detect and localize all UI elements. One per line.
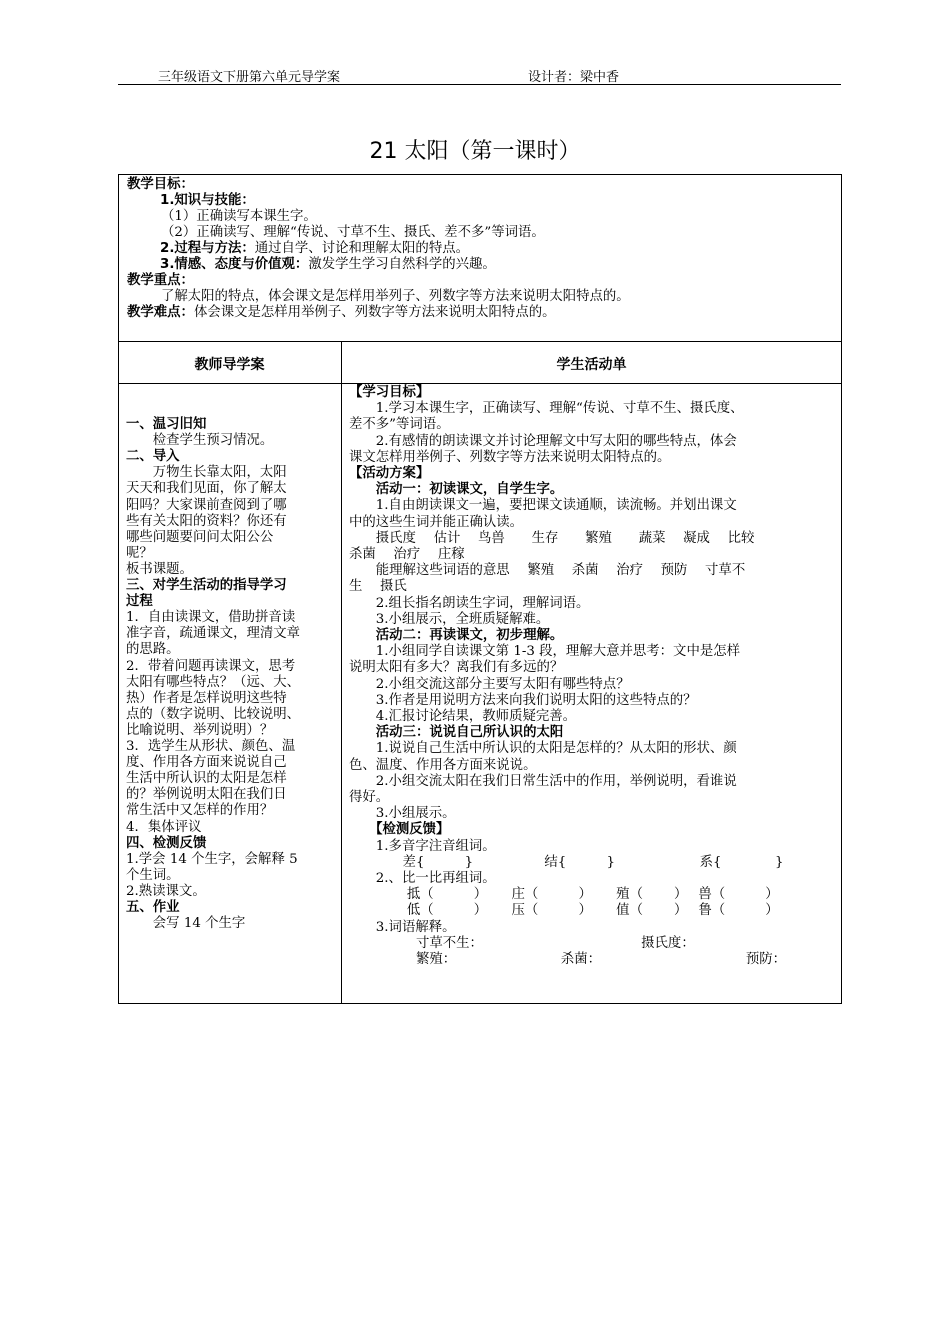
student-line: 中的这些生词并能正确认读。 [349, 514, 524, 530]
teacher-line: 的思路。 [126, 642, 180, 658]
student-line: 寸草不生： 摄氏度： [349, 935, 695, 951]
student-line: 1.小组同学自读课文第 1-3 段，理解大意并思考：文中是怎样 [349, 644, 741, 660]
process-label: 2.过程与方法： [160, 241, 255, 256]
teacher-line: 哪些问题要问问太阳公公 [126, 529, 274, 545]
teacher-line: 些有关太阳的资料？你还有 [126, 513, 287, 529]
student-line: 1.学习本课生字，正确读写、理解“传说、寸草不生、摄氏度、 [349, 401, 744, 417]
emotion-row [160, 257, 496, 273]
teacher-line: 一、温习旧知 [126, 417, 207, 432]
column-divider [341, 341, 342, 1004]
difficulty-text: 体会课文是怎样用举例子、列数字等方法来说明太阳特点的。 [193, 305, 556, 320]
student-line: 【检测反馈】 [349, 822, 450, 838]
student-line: 差不多”等词语。 [349, 417, 450, 433]
teacher-column-header: 教师导学案 [194, 357, 265, 373]
objectives-heading: 教学目标： [127, 177, 194, 192]
student-line: 抵（ ） 庄（ ） 殖（ ） 兽（ ） [349, 887, 779, 903]
knowledge-item-1: （1）正确读写本课生字。 [161, 209, 317, 224]
knowledge-label: 1.知识与技能： [160, 193, 255, 208]
difficulty-row [127, 305, 556, 321]
student-line: 差{ } 结{ } 系{ } [349, 854, 784, 870]
knowledge-item-2: （2）正确读写、理解“传说、寸草不生、摄氏、差不多”等词语。 [161, 225, 545, 240]
student-line: 【活动方案】 [349, 466, 430, 481]
process-text: 通过自学、讨论和理解太阳的特点。 [254, 241, 469, 256]
teacher-line: 点的（数字说明、比较说明、 [126, 706, 301, 722]
student-line: 3.词语解释。 [349, 919, 456, 935]
teacher-line: 2．带着问题再读课文，思考 [126, 658, 296, 674]
teacher-line: 阳吗？大家课前查阅到了哪 [126, 497, 287, 513]
teacher-line: 1．自由读课文，借助拼音读 [126, 610, 296, 626]
student-line: 1.多音字注音组词。 [349, 838, 496, 854]
student-line: 能理解这些词语的意思 繁殖 杀菌 治疗 预防 寸草不 [349, 563, 746, 579]
header-rule [118, 84, 841, 85]
teacher-line: 三、对学生活动的指导学习 [126, 578, 287, 593]
teacher-line: 3．选学生从形状、颜色、温 [126, 739, 296, 754]
teacher-line: 度、作用各方面来说说自己 [126, 755, 287, 771]
student-line: 2.小组交流这部分主要写太阳有哪些特点？ [349, 676, 630, 692]
teacher-line: 的？举例说明太阳在我们日 [126, 787, 287, 803]
teacher-line: 板书课题。 [126, 561, 193, 577]
student-line: 繁殖： 杀菌： 预防： [349, 952, 787, 967]
student-line: 杀菌 治疗 庄稼 [349, 547, 465, 562]
teacher-line: 生活中所认识的太阳是怎样 [126, 771, 287, 787]
teacher-line: 太阳有哪些特点？（远、大、 [126, 674, 301, 690]
teacher-line: 呢？ [126, 545, 153, 561]
teacher-line: 个生词。 [126, 867, 180, 883]
key-points-text: 了解太阳的特点，体会课文是怎样用举列子、列数字等方法来说明太阳特点的。 [161, 289, 630, 304]
teacher-line: 常生活中又怎样的作用？ [126, 803, 274, 819]
key-points-label: 教学重点： [127, 273, 194, 288]
student-line: 2.、比一比再组词。 [349, 871, 496, 886]
teacher-line: 1.学会 14 个生字，会解释 5 [126, 851, 298, 867]
student-line: 低（ ） 压（ ） 值（ ） 鲁（ ） [349, 903, 779, 919]
header-right: 设计者：梁中香 [528, 70, 620, 85]
teacher-line: 万物生长靠太阳，太阳 [126, 465, 287, 481]
teacher-line: 2.熟读课文。 [126, 883, 206, 899]
teacher-line: 检查学生预习情况。 [126, 433, 274, 449]
process-row [160, 241, 469, 257]
student-line: 说明太阳有多大？离我们有多远的？ [349, 660, 564, 676]
emotion-text: 激发学生学习自然科学的兴趣。 [308, 257, 496, 272]
teacher-line: 准字音，疏通课文，理清文章 [126, 626, 301, 642]
student-line: 3.小组展示，全班质疑解难。 [349, 611, 550, 627]
student-line: 活动三：说说自己所认识的太阳 [349, 725, 564, 741]
student-line: 活动一：初读课文，自学生字。 [349, 482, 564, 498]
teacher-line: 四、检测反馈 [126, 835, 207, 851]
emotion-label: 3.情感、态度与价值观： [160, 257, 309, 272]
student-line: 2.有感情的朗读课文并讨论理解文中写太阳的哪些特点，体会 [349, 433, 737, 449]
student-line: 1.说说自己生活中所认识的太阳是怎样的？从太阳的形状、颜 [349, 741, 737, 757]
teacher-line: 过程 [126, 594, 153, 610]
table-divider-2 [118, 383, 842, 384]
student-line: 3.作者是用说明方法来向我们说明太阳的这些特点的？ [349, 692, 697, 708]
teacher-line: 五、作业 [126, 900, 180, 915]
student-line: 生 摄氏 [349, 579, 407, 595]
student-line: 摄氏度 估计 鸟兽 生存 繁殖 蔬菜 凝成 比较 [349, 530, 755, 546]
teacher-line: 会写 14 个生字 [126, 916, 246, 932]
student-line: 活动二：再读课文，初步理解。 [349, 628, 564, 643]
page-title: 21 太阳（第一课时） [369, 139, 581, 164]
teacher-line: 比喻说明、举列说明）？ [126, 722, 274, 738]
teacher-line: 二、导入 [126, 449, 180, 465]
student-line: 3.小组展示。 [349, 806, 456, 822]
student-line: 色、温度、作用各方面来说说。 [349, 757, 537, 773]
student-line: 2.组长指名朗读生字词，理解词语。 [349, 595, 590, 611]
student-column-header: 学生活动单 [556, 357, 627, 373]
header-left: 三年级语文下册第六单元导学案 [158, 70, 341, 85]
student-line: 课文怎样用举例子、列数字等方法来说明太阳特点的。 [349, 449, 671, 465]
student-line: 4.汇报讨论结果，教师质疑完善。 [349, 709, 577, 724]
student-line: 【学习目标】 [349, 385, 430, 400]
teacher-line: 天天和我们见面，你了解太 [126, 481, 287, 497]
teacher-line: 4．集体评议 [126, 819, 202, 835]
student-line: 得好。 [349, 790, 390, 805]
teacher-line: 热）作者是怎样说明这些特 [126, 690, 287, 706]
student-line: 1.自由朗读课文一遍，要把课文读通顺，读流畅。并划出课文 [349, 498, 737, 514]
difficulty-label: 教学难点： [127, 305, 194, 320]
student-line: 2.小组交流太阳在我们日常生活中的作用，举例说明，看谁说 [349, 773, 737, 789]
table-divider-1 [118, 341, 842, 342]
